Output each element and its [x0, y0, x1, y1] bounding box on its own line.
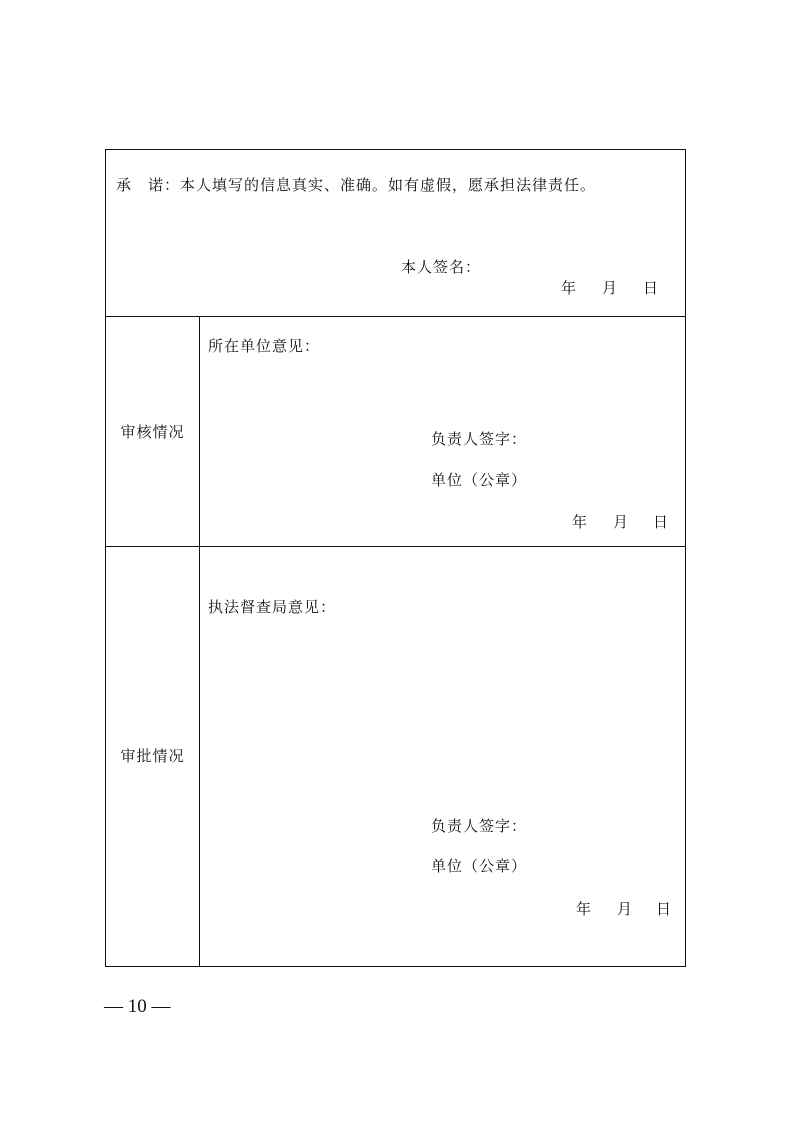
unit-opinion-label: 所在单位意见：	[208, 337, 321, 355]
date-day-label: 日	[653, 513, 669, 531]
self-signature-label: 本人签名：	[401, 258, 482, 276]
approval-form-table	[105, 149, 686, 967]
date-day-label: 日	[656, 900, 672, 918]
date-day-label: 日	[643, 279, 659, 297]
approval-row	[106, 547, 685, 966]
approval-label-cell	[106, 547, 200, 966]
date-year-label: 年	[576, 900, 592, 918]
leader-signature-label: 负责人签字：	[431, 430, 528, 448]
date-year-label: 年	[561, 279, 577, 297]
inspection-bureau-opinion-label: 执法督查局意见：	[208, 598, 337, 616]
date-month-label: 月	[602, 279, 618, 297]
page-number: — 10 —	[104, 996, 171, 1017]
leader-signature-label: 负责人签字：	[431, 817, 528, 835]
date-month-label: 月	[613, 513, 629, 531]
promise-statement: 承 诺：本人填写的信息真实、准确。如有虚假，愿承担法律责任。	[116, 176, 597, 194]
unit-seal-label: 单位（公章）	[431, 471, 528, 489]
review-label-cell	[106, 317, 200, 546]
unit-seal-label: 单位（公章）	[431, 857, 528, 875]
review-label: 审核情况	[120, 423, 185, 441]
promise-row	[106, 150, 685, 317]
date-year-label: 年	[572, 513, 588, 531]
approval-label: 审批情况	[120, 747, 185, 765]
date-month-label: 月	[617, 900, 633, 918]
review-row	[106, 317, 685, 547]
